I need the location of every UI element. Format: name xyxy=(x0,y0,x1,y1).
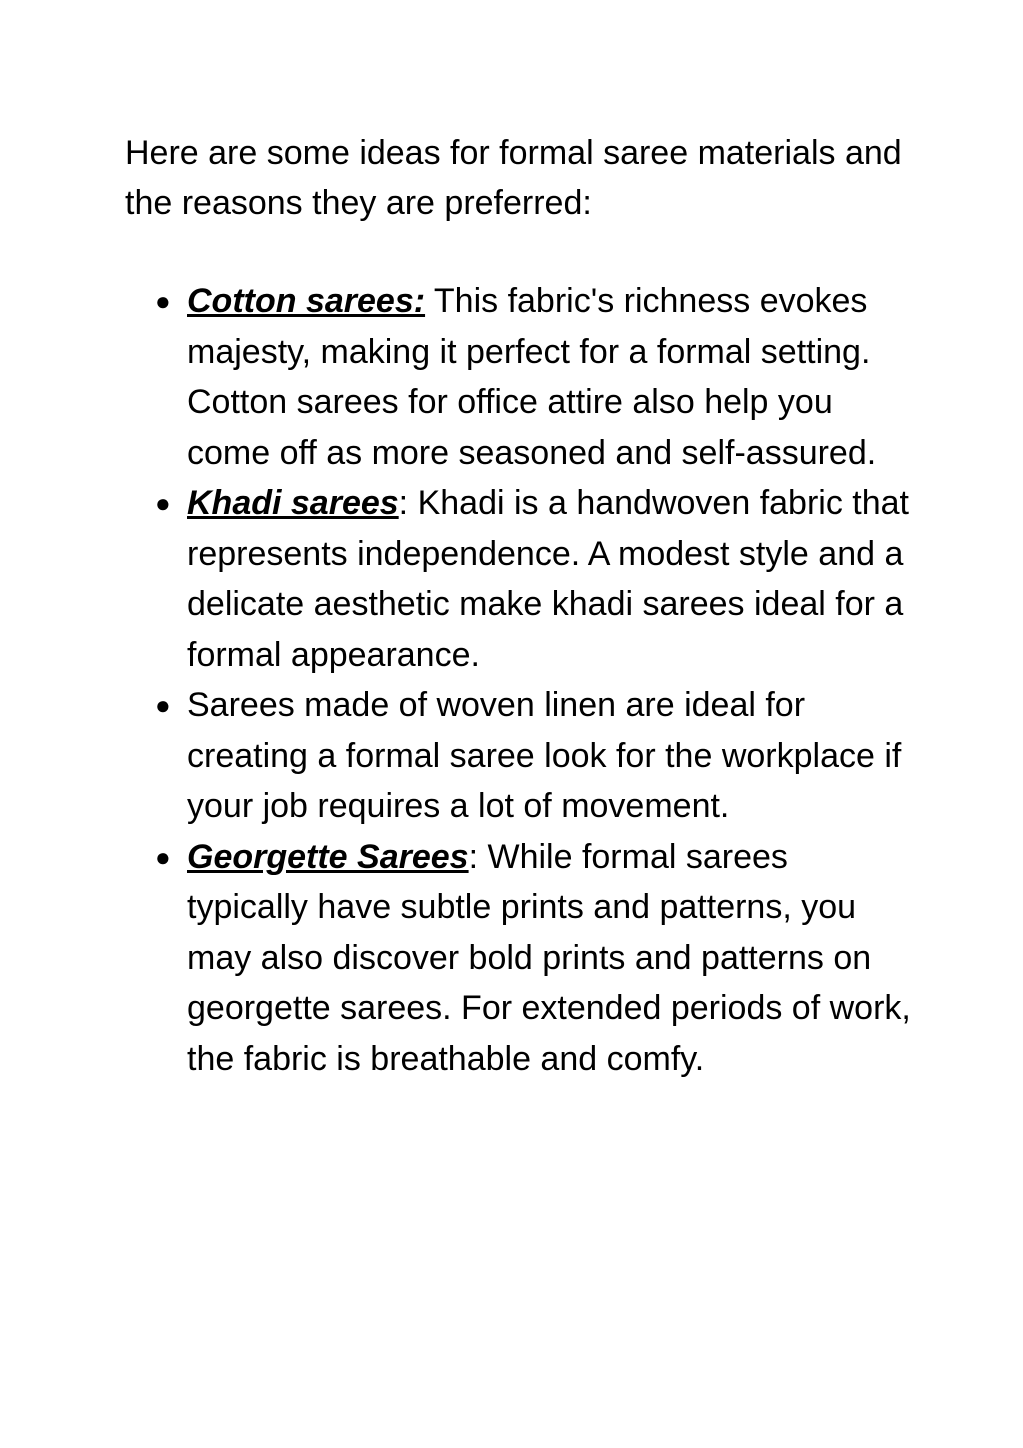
list-item-khadi xyxy=(155,478,915,680)
item-body-text: Khadi is a handwoven fabric that represents independence. A modest style and a delicate aesthetic make khadi sarees ideal for a formal appearance. xyxy=(187,484,909,674)
bullet-icon: ● xyxy=(155,690,171,720)
term-suffix: : xyxy=(398,484,409,522)
list-item-georgette xyxy=(155,832,915,1085)
item-body-text: While formal sarees typically have subtle prints and patterns, you may also discover bold prints and patterns on georgette sarees. For extended periods of work, the fabric is breathable and comfy. xyxy=(187,837,911,1078)
saree-materials-list xyxy=(155,276,915,1084)
item-body-text: Sarees made of woven linen are ideal for creating a formal saree look for the workplace if your job requires a lot of movement. xyxy=(187,686,902,825)
intro-paragraph: Here are some ideas for formal saree materials and the reasons they are preferred: xyxy=(125,134,902,222)
term-suffix: : xyxy=(468,837,479,876)
term-khadi-sarees: Khadi sarees xyxy=(187,484,399,522)
bullet-icon: ● xyxy=(155,286,171,316)
bullet-icon: ● xyxy=(155,841,171,872)
term-georgette-sarees: Georgette Sarees xyxy=(187,837,469,876)
item-body-text: This fabric's richness evokes majesty, making it perfect for a formal setting. Cotton sarees for office attire also help you come off as more seasoned and self-assured. xyxy=(187,282,877,472)
bullet-icon: ● xyxy=(155,488,171,518)
term-cotton-sarees: Cotton sarees: xyxy=(187,282,426,320)
list-item-cotton xyxy=(155,276,915,478)
list-item-linen xyxy=(155,680,915,832)
